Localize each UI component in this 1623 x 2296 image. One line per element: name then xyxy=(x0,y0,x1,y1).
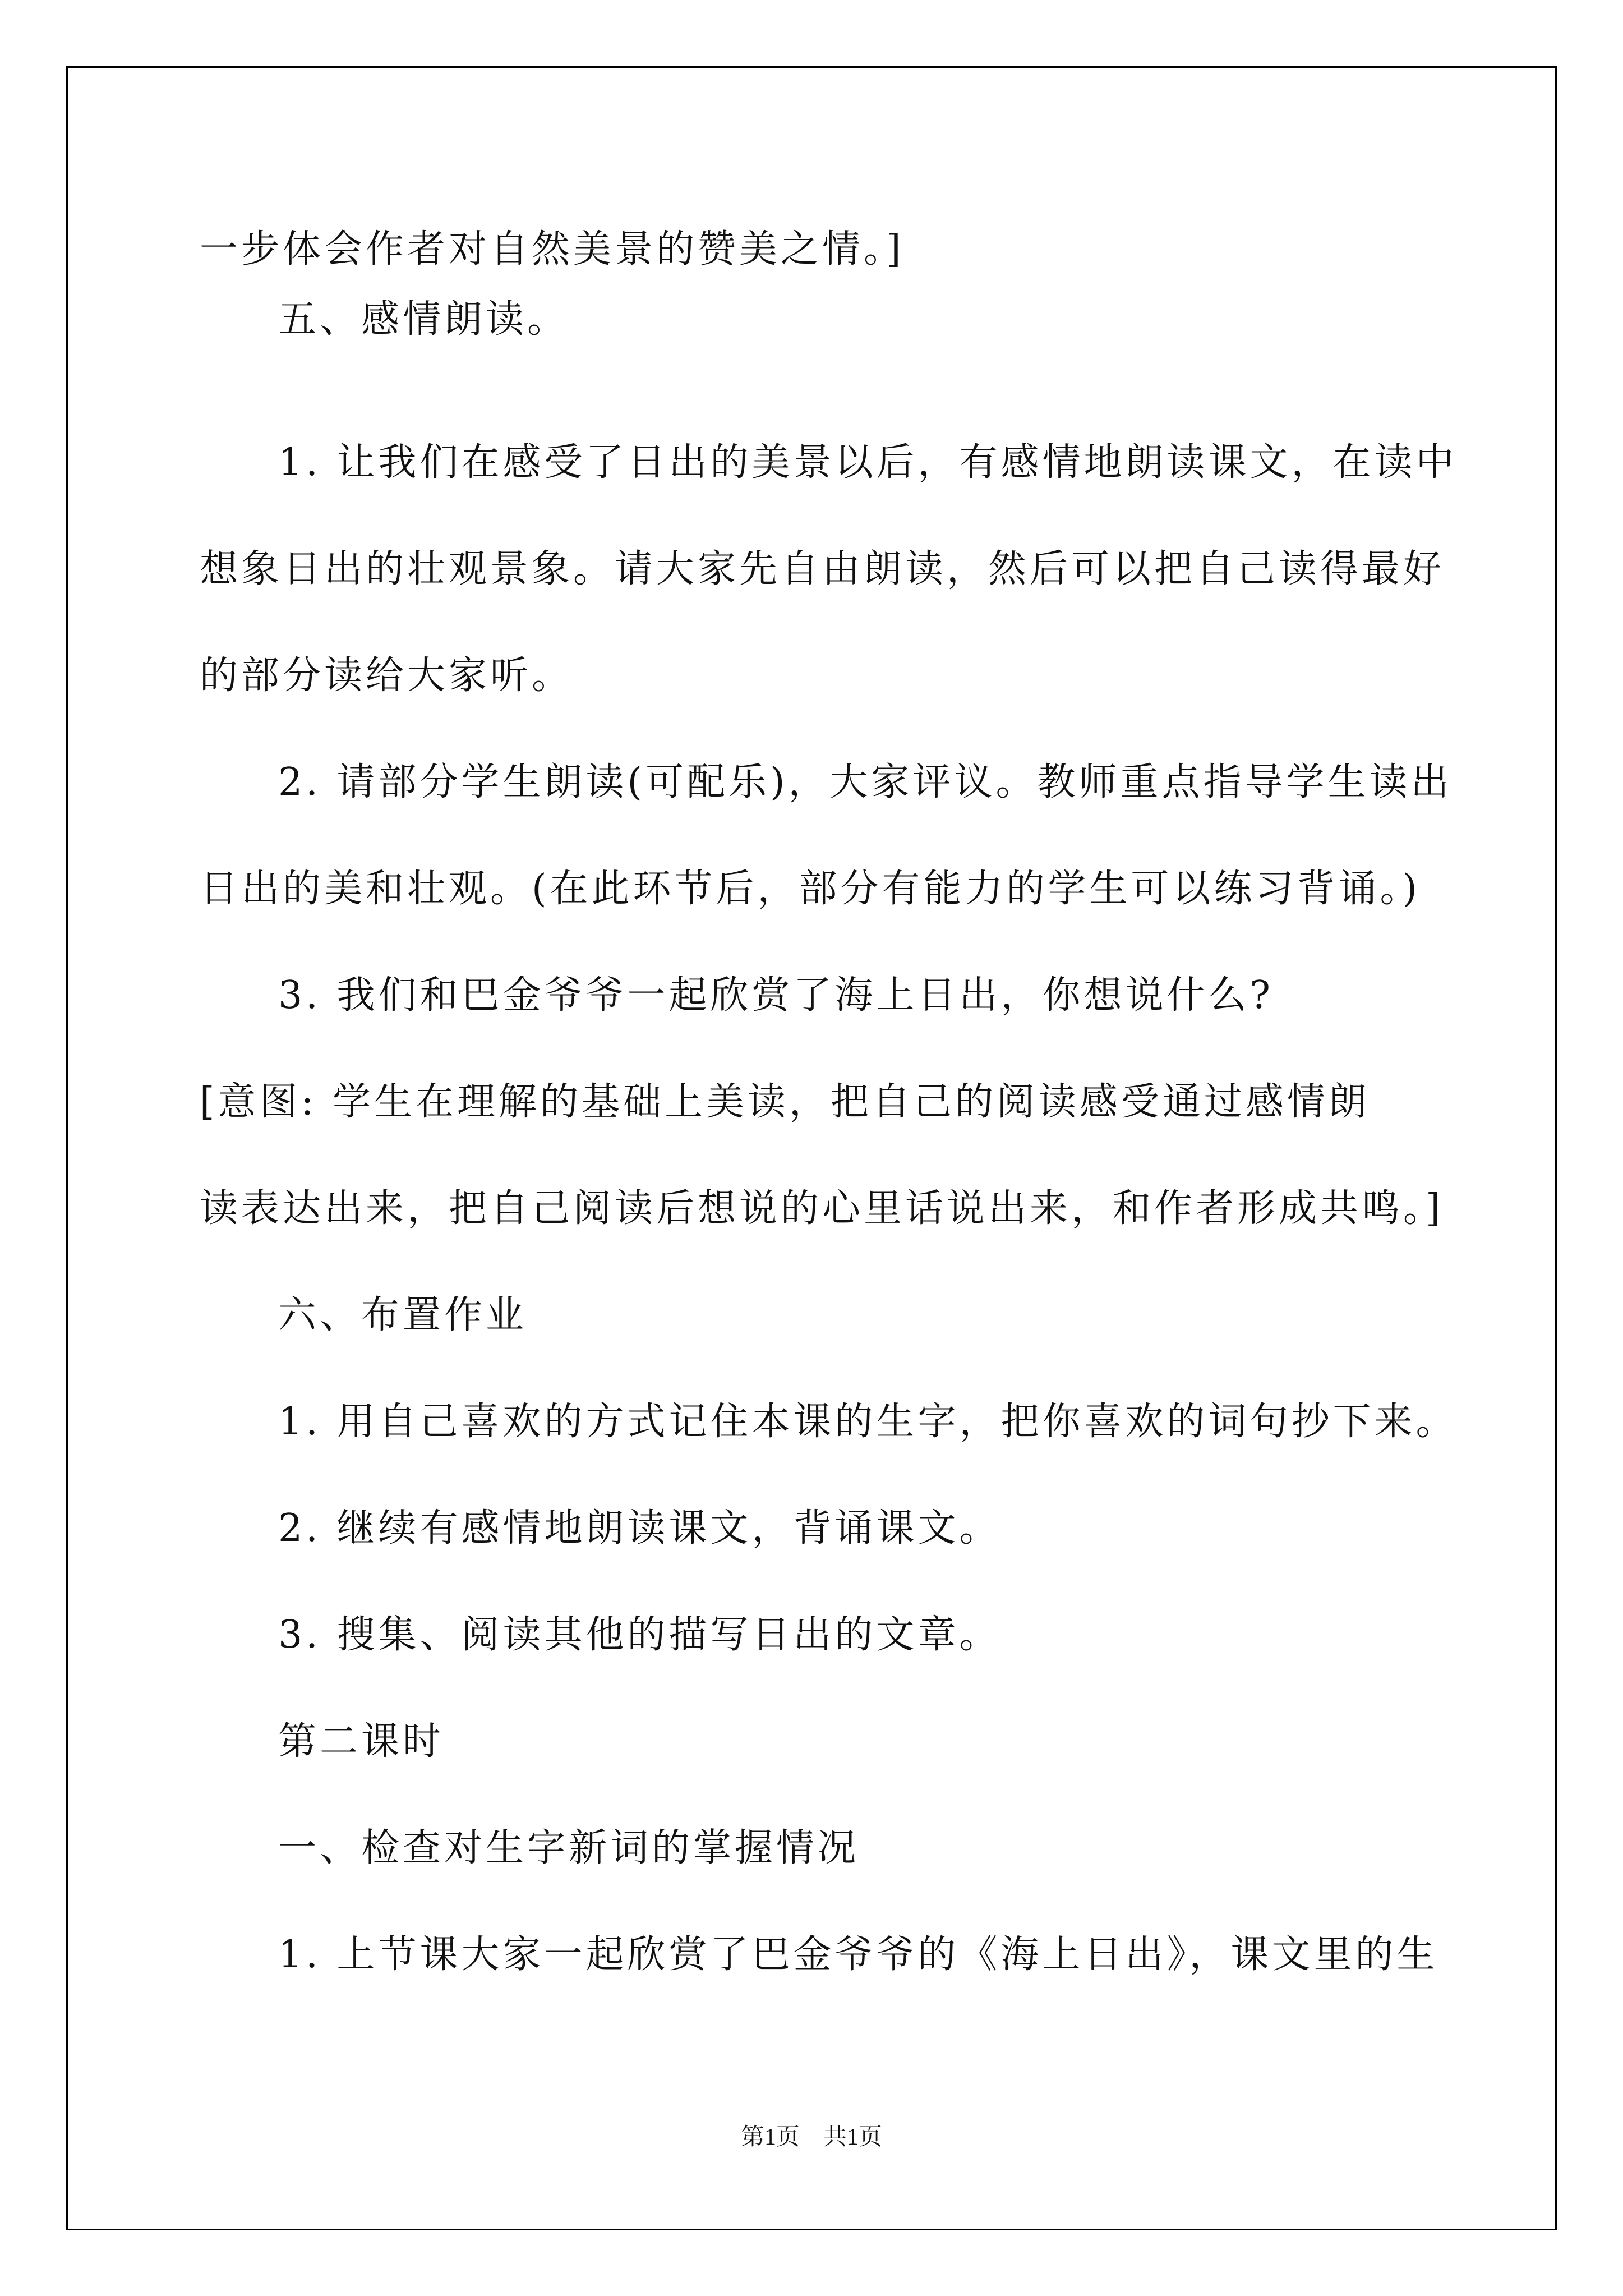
section-heading: 五、感情朗读。 xyxy=(278,297,569,342)
text-line: 的部分读给大家听。 xyxy=(200,654,574,698)
text-line: 2. 请部分学生朗读(可配乐)，大家评议。教师重点指导学生读出 xyxy=(278,760,1453,804)
section-heading: 第二课时 xyxy=(278,1719,445,1764)
text-line: 1. 上节课大家一起欣赏了巴金爷爷的《海上日出》，课文里的生 xyxy=(278,1932,1438,1977)
page-border xyxy=(66,66,1557,2230)
page-footer: 第1页 共1页 xyxy=(740,2124,882,2150)
section-heading: 一、检查对生字新词的掌握情况 xyxy=(278,1826,860,1870)
text-line: 2. 继续有感情地朗读课文，背诵课文。 xyxy=(278,1506,1001,1550)
text-line: 1. 用自己喜欢的方式记住本课的生字，把你喜欢的词句抄下来。 xyxy=(278,1400,1458,1444)
text-line: 一步体会作者对自然美景的赞美之情。] xyxy=(200,227,905,272)
text-line: 1. 让我们在感受了日出的美景以后，有感情地朗读课文，在读中 xyxy=(278,440,1458,485)
text-line: 3. 搜集、阅读其他的描写日出的文章。 xyxy=(278,1613,1001,1657)
text-line: 3. 我们和巴金爷爷一起欣赏了海上日出，你想说什么? xyxy=(278,973,1274,1018)
text-line: [意图: 学生在理解的基础上美读，把自己的阅读感受通过感情朗 xyxy=(200,1080,1371,1124)
text-line: 日出的美和壮观。(在此环节后，部分有能力的学生可以练习背诵。) xyxy=(200,867,1421,911)
text-line: 想象日出的壮观景象。请大家先自由朗读，然后可以把自己读得最好 xyxy=(200,547,1445,591)
text-line: 读表达出来，把自己阅读后想说的心里话说出来，和作者形成共鸣。] xyxy=(200,1186,1444,1231)
section-heading: 六、布置作业 xyxy=(278,1293,528,1337)
